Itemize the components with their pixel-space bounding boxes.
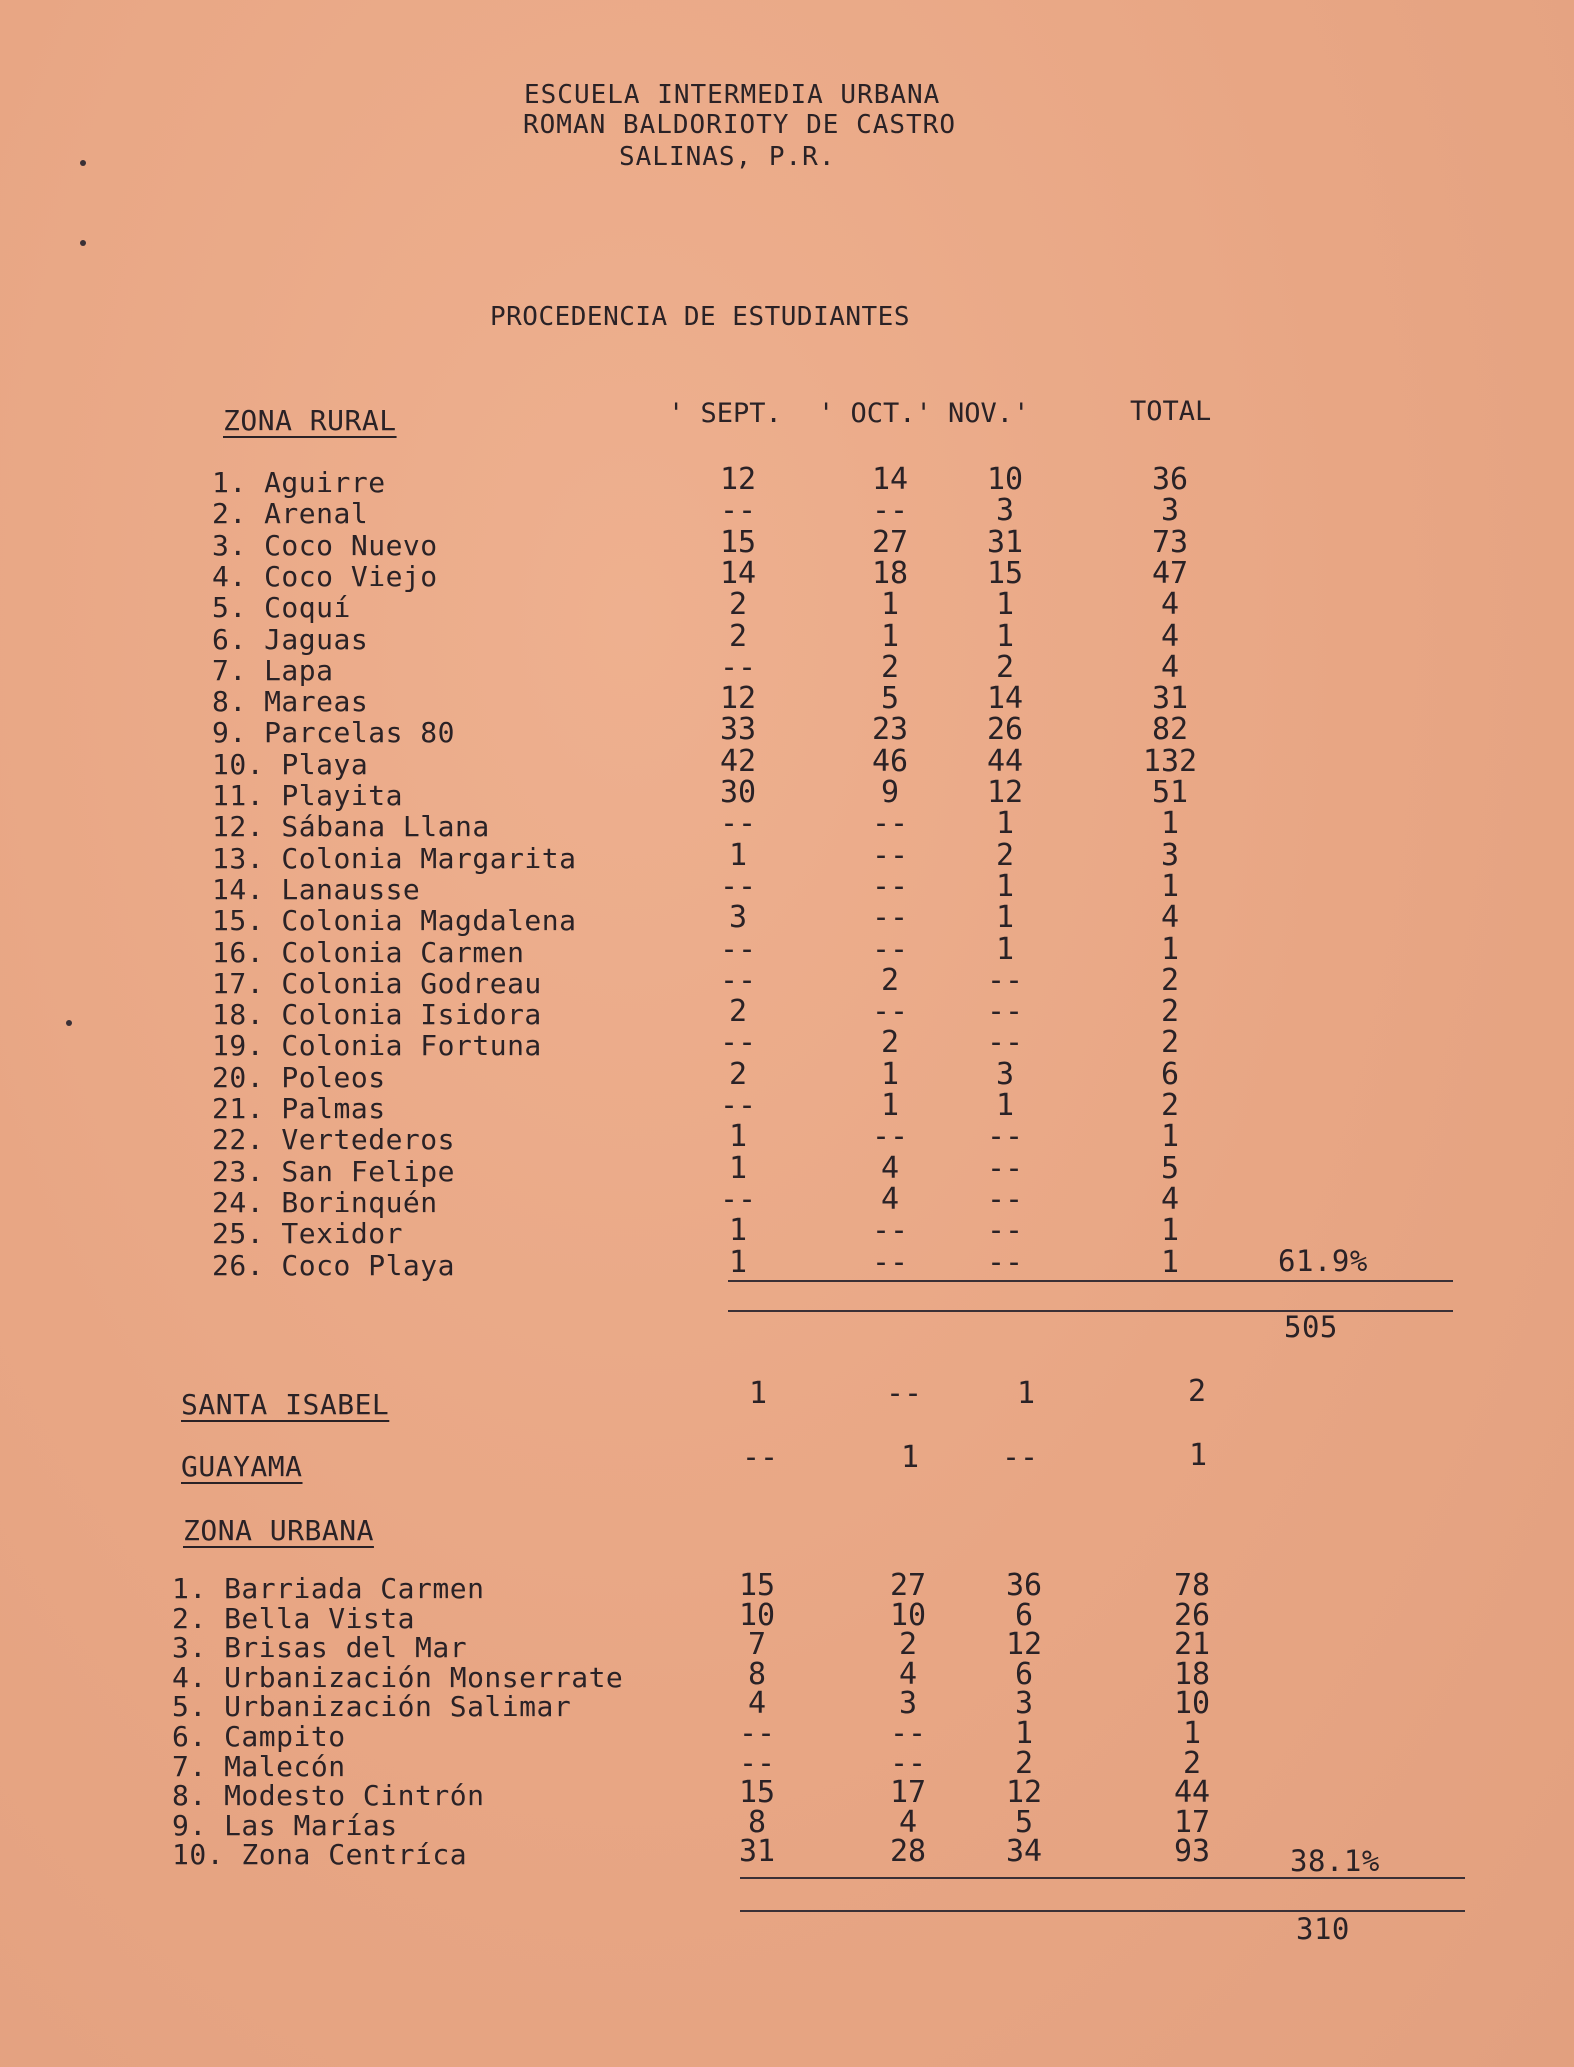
row-total: 10 [1173, 1686, 1211, 1722]
row-total: 2 [1160, 994, 1180, 1030]
row-label: 21. Palmas [212, 1092, 386, 1125]
row-sept: 30 [719, 775, 757, 810]
row-oct: 27 [871, 524, 909, 560]
row-sept: -- [719, 868, 757, 904]
row-oct: 2 [880, 1025, 900, 1061]
row-oct: -- [871, 1213, 909, 1249]
row-oct: 4 [898, 1804, 918, 1840]
row-label: 12. Sábana Llana [212, 810, 490, 844]
row-total: 2 [1160, 1088, 1180, 1123]
row-total: 93 [1173, 1834, 1211, 1870]
zona-urbana-heading: ZONA URBANA [183, 1514, 374, 1547]
row-label: 25. Texidor [212, 1217, 403, 1251]
row-oct: 1 [880, 1088, 900, 1123]
row-nov: 5 [1014, 1804, 1034, 1840]
row-total: 4 [1160, 587, 1180, 623]
row-label: 5. Coquí [212, 591, 351, 625]
row-sept: 31 [738, 1834, 776, 1870]
rural-total-rule [728, 1280, 1453, 1282]
row-total: 4 [1160, 900, 1180, 936]
row-label: 26. Coco Playa [212, 1248, 456, 1282]
row-total: 26 [1173, 1597, 1211, 1633]
guayama-sept: -- [741, 1440, 779, 1475]
santa-isabel-nov: 1 [1016, 1376, 1036, 1411]
column-header-total: TOTAL [1130, 396, 1212, 427]
urban-percent: 38.1% [1290, 1844, 1380, 1878]
row-sept: 42 [719, 743, 757, 779]
row-nov: 2 [1014, 1745, 1034, 1781]
row-label: 9. Parcelas 80 [212, 716, 456, 750]
row-label: 8. Mareas [212, 685, 369, 719]
row-oct: 2 [880, 962, 900, 998]
row-total: 31 [1151, 681, 1189, 717]
row-nov: 6 [1014, 1656, 1034, 1692]
row-nov: 34 [1005, 1834, 1043, 1870]
row-sept: 15 [738, 1568, 776, 1603]
row-oct: -- [871, 900, 909, 936]
row-total: 21 [1173, 1627, 1211, 1663]
document-title: PROCEDENCIA DE ESTUDIANTES [490, 302, 910, 332]
row-sept: 1 [728, 1119, 748, 1155]
guayama-oct: 1 [900, 1440, 920, 1475]
row-label: 1. Barriada Carmen [172, 1572, 485, 1605]
row-nov: 10 [986, 462, 1024, 497]
row-nov: -- [986, 1244, 1024, 1280]
row-label: 3. Coco Nuevo [212, 528, 438, 562]
punch-hole-mark [66, 1020, 72, 1026]
row-total: 4 [1160, 1181, 1180, 1217]
row-sept: 14 [719, 555, 757, 591]
row-sept: 1 [728, 837, 748, 873]
row-oct: 27 [889, 1568, 927, 1603]
row-nov: 3 [995, 1056, 1015, 1092]
row-label: 7. Malecón [172, 1749, 346, 1783]
zona-rural-heading: ZONA RURAL [223, 404, 397, 437]
santa-isabel-oct: -- [885, 1376, 923, 1411]
row-oct: 46 [871, 743, 909, 779]
row-sept: -- [738, 1716, 776, 1751]
row-oct: 1 [880, 618, 900, 654]
row-sept: 8 [747, 1804, 767, 1840]
row-oct: 1 [880, 1056, 900, 1092]
column-header-oct-nov: ' OCT.' NOV.' [818, 398, 1030, 429]
row-nov: 14 [986, 681, 1024, 717]
row-oct: -- [871, 868, 909, 904]
row-oct: -- [871, 994, 909, 1030]
header-line-2: ROMAN BALDORIOTY DE CASTRO [523, 110, 956, 140]
row-total: 1 [1160, 806, 1180, 842]
rural-percent: 61.9% [1278, 1244, 1368, 1278]
urban-sum-rule [740, 1910, 1465, 1912]
row-total: 6 [1160, 1056, 1180, 1092]
row-sept: 4 [747, 1686, 767, 1722]
santa-isabel-label: SANTA ISABEL [181, 1388, 390, 1421]
row-nov: -- [986, 994, 1024, 1030]
guayama-label: GUAYAMA [181, 1450, 303, 1483]
row-sept: -- [719, 962, 757, 998]
row-sept: 1 [728, 1213, 748, 1249]
urban-sum: 310 [1296, 1912, 1350, 1946]
row-nov: 3 [995, 493, 1015, 529]
punch-hole-mark [80, 240, 86, 246]
row-total: 18 [1173, 1656, 1211, 1692]
row-total: 2 [1160, 1025, 1180, 1061]
row-total: 78 [1173, 1568, 1211, 1603]
row-oct: 4 [880, 1181, 900, 1217]
row-total: 2 [1160, 962, 1180, 998]
row-label: 14. Lanausse [212, 872, 421, 906]
row-nov: -- [986, 1119, 1024, 1155]
row-nov: 12 [986, 775, 1024, 810]
row-total: 1 [1160, 1119, 1180, 1155]
row-label: 24. Borinquén [212, 1185, 438, 1219]
row-nov: -- [986, 1181, 1024, 1217]
row-oct: 14 [871, 462, 909, 497]
row-sept: 2 [728, 618, 748, 654]
row-nov: 1 [995, 868, 1015, 904]
row-total: 1 [1182, 1716, 1202, 1751]
row-total: 73 [1151, 524, 1189, 560]
row-sept: 10 [738, 1597, 776, 1633]
row-label: 6. Jaguas [212, 622, 369, 656]
row-total: 17 [1173, 1804, 1211, 1840]
row-sept: 2 [728, 1056, 748, 1092]
row-total: 3 [1160, 493, 1180, 529]
row-label: 16. Colonia Carmen [212, 935, 525, 969]
row-label: 10. Playa [212, 747, 369, 781]
row-sept: 2 [728, 994, 748, 1030]
row-sept: 7 [747, 1627, 767, 1663]
row-total: 36 [1151, 462, 1189, 497]
row-sept: 15 [738, 1775, 776, 1811]
row-sept: -- [719, 1181, 757, 1217]
row-oct: 17 [889, 1775, 927, 1811]
row-nov: 15 [986, 555, 1024, 591]
row-label: 2. Arenal [212, 497, 369, 531]
guayama-total: 1 [1188, 1438, 1208, 1473]
row-sept: 1 [728, 1150, 748, 1186]
row-total: 132 [1142, 743, 1198, 779]
row-total: 1 [1160, 1244, 1180, 1280]
row-sept: 1 [728, 1244, 748, 1280]
row-oct: 2 [880, 649, 900, 685]
row-label: 4. Urbanización Monserrate [172, 1660, 624, 1694]
row-label: 13. Colonia Margarita [212, 841, 577, 875]
punch-hole-mark [80, 160, 86, 166]
row-nov: 1 [995, 1088, 1015, 1123]
row-label: 17. Colonia Godreau [212, 966, 542, 1000]
row-total: 47 [1151, 555, 1189, 591]
row-total: 1 [1160, 1213, 1180, 1249]
row-nov: 1 [995, 900, 1015, 936]
row-label: 1. Aguirre [212, 466, 386, 499]
row-oct: -- [871, 493, 909, 529]
row-label: 8. Modesto Cintrón [172, 1779, 485, 1813]
guayama-nov: -- [1001, 1440, 1039, 1475]
row-sept: -- [719, 1088, 757, 1123]
row-nov: 2 [995, 649, 1015, 685]
row-nov: -- [986, 1213, 1024, 1249]
row-label: 7. Lapa [212, 653, 334, 687]
row-sept: -- [719, 1025, 757, 1061]
row-oct: -- [871, 806, 909, 842]
santa-isabel-sept: 1 [748, 1376, 768, 1411]
header-line-3: SALINAS, P.R. [619, 142, 836, 172]
row-nov: 6 [1014, 1597, 1034, 1633]
row-nov: 1 [995, 806, 1015, 842]
row-nov: 1 [1014, 1716, 1034, 1751]
row-oct: -- [871, 1119, 909, 1155]
row-sept: -- [719, 493, 757, 529]
row-oct: 4 [898, 1656, 918, 1692]
row-label: 3. Brisas del Mar [172, 1631, 468, 1665]
row-oct: 5 [880, 681, 900, 717]
row-nov: 1 [995, 587, 1015, 623]
row-oct: -- [871, 837, 909, 873]
row-sept: 12 [719, 681, 757, 717]
row-oct: 4 [880, 1150, 900, 1186]
santa-isabel-total: 2 [1187, 1374, 1207, 1409]
row-sept: -- [719, 806, 757, 842]
row-label: 22. Vertederos [212, 1123, 456, 1157]
row-nov: -- [986, 1025, 1024, 1061]
rural-sum-rule [728, 1310, 1453, 1312]
row-nov: -- [986, 962, 1024, 998]
row-label: 4. Coco Viejo [212, 559, 438, 593]
row-nov: 12 [1005, 1775, 1043, 1811]
row-label: 2. Bella Vista [172, 1601, 416, 1635]
header-line-1: ESCUELA INTERMEDIA URBANA [524, 80, 941, 110]
row-total: 44 [1173, 1775, 1211, 1811]
row-nov: 36 [1005, 1568, 1043, 1603]
row-sept: 15 [719, 524, 757, 560]
row-nov: 44 [986, 743, 1024, 779]
rural-sum: 505 [1284, 1310, 1338, 1344]
row-label: 9. Las Marías [172, 1808, 398, 1842]
row-sept: 8 [747, 1656, 767, 1692]
row-label: 6. Campito [172, 1720, 346, 1753]
row-total: 5 [1160, 1150, 1180, 1186]
row-oct: -- [889, 1716, 927, 1751]
row-total: 51 [1151, 775, 1189, 810]
row-oct: 1 [880, 587, 900, 623]
row-oct: 10 [889, 1597, 927, 1633]
row-oct: 28 [889, 1834, 927, 1870]
row-label: 19. Colonia Fortuna [212, 1029, 542, 1063]
row-nov: 1 [995, 618, 1015, 654]
row-total: 1 [1160, 868, 1180, 904]
row-oct: -- [871, 1244, 909, 1280]
row-oct: 18 [871, 555, 909, 591]
row-nov: 2 [995, 837, 1015, 873]
column-header-sept: ' SEPT. [668, 398, 782, 429]
row-label: 10. Zona Centríca [172, 1838, 468, 1872]
row-sept: 12 [719, 462, 757, 497]
row-nov: 1 [995, 931, 1015, 967]
row-sept: 33 [719, 712, 757, 748]
row-nov: -- [986, 1150, 1024, 1186]
row-total: 4 [1160, 618, 1180, 654]
row-oct: 2 [898, 1627, 918, 1663]
row-oct: -- [871, 931, 909, 967]
row-oct: 9 [880, 775, 900, 810]
row-nov: 31 [986, 524, 1024, 560]
row-label: 15. Colonia Magdalena [212, 904, 577, 938]
row-oct: -- [889, 1745, 927, 1781]
row-sept: -- [719, 931, 757, 967]
row-label: 20. Poleos [212, 1060, 386, 1094]
row-oct: 3 [898, 1686, 918, 1722]
row-label: 5. Urbanización Salimar [172, 1690, 572, 1724]
row-label: 23. San Felipe [212, 1154, 456, 1188]
row-total: 2 [1182, 1745, 1202, 1781]
row-nov: 3 [1014, 1686, 1034, 1722]
row-nov: 26 [986, 712, 1024, 748]
row-total: 4 [1160, 649, 1180, 685]
row-sept: 3 [728, 900, 748, 936]
row-oct: 23 [871, 712, 909, 748]
row-nov: 12 [1005, 1627, 1043, 1663]
row-sept: -- [719, 649, 757, 685]
row-label: 18. Colonia Isidora [212, 998, 542, 1032]
row-sept: 2 [728, 587, 748, 623]
row-total: 3 [1160, 837, 1180, 873]
row-total: 82 [1151, 712, 1189, 748]
row-label: 11. Playita [212, 779, 403, 812]
row-sept: -- [738, 1745, 776, 1781]
row-total: 1 [1160, 931, 1180, 967]
